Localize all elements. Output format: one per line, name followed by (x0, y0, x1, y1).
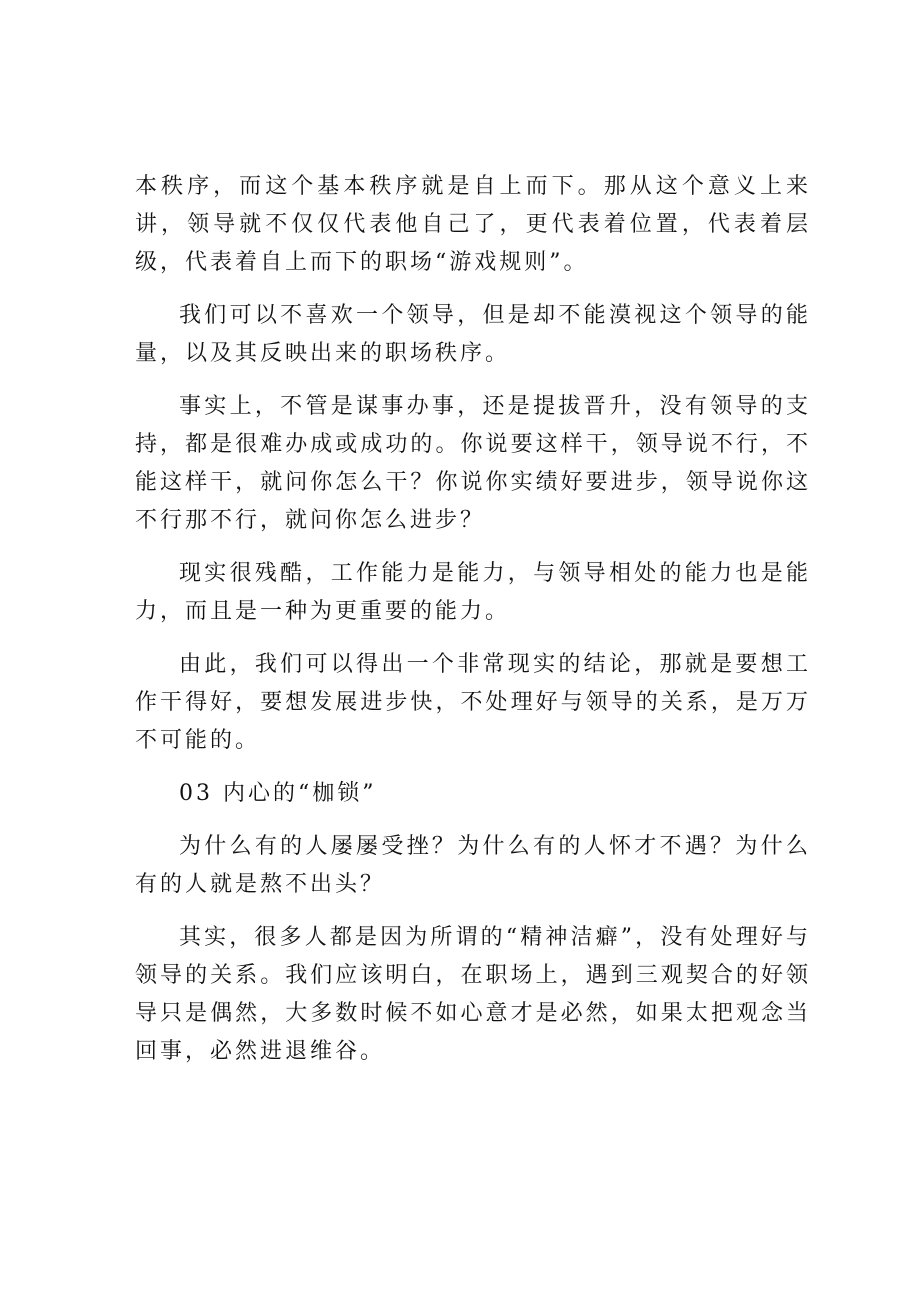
paragraph: 我们可以不喜欢一个领导，但是却不能漠视这个领导的能量，以及其反映出来的职场秩序。 (135, 303, 811, 366)
paragraph: 现实很残酷，工作能力是能力，与领导相处的能力也是能力，而且是一种为更重要的能力。 (135, 561, 811, 624)
paragraph: 其实，很多人都是因为所谓的“精神洁癖”，没有处理好与领导的关系。我们应该明白，在职场上，遇到三观契合的好领导只是偶然，大多数时候不如心意才是必然，如果太把观念当回事，必然进退维谷。 (135, 925, 811, 1064)
paragraph: 为什么有的人屡屡受挫？为什么有的人怀才不遇？为什么有的人就是熬不出头？ (135, 834, 811, 897)
paragraph: 事实上，不管是谋事办事，还是提拔晋升，没有领导的支持，都是很难办成或成功的。你说要这样干，领导说不行，不能这样干，就问你怎么干？你说你实绩好要进步，领导说你这不行那不行，就问你怎么进步？ (135, 394, 811, 533)
document-body (135, 168, 811, 1086)
section-heading: 03 内心的“枷锁” (179, 781, 377, 806)
paragraph-continuation: 本秩序，而这个基本秩序就是自上而下。那从这个意义上来讲，领导就不仅仅代表他自己了，更代表着位置，代表着层级，代表着自上而下的职场“游戏规则”。 (135, 174, 811, 275)
paragraph: 由此，我们可以得出一个非常现实的结论，那就是要想工作干得好，要想发展进步快，不处理好与领导的关系，是万万不可能的。 (135, 652, 811, 753)
